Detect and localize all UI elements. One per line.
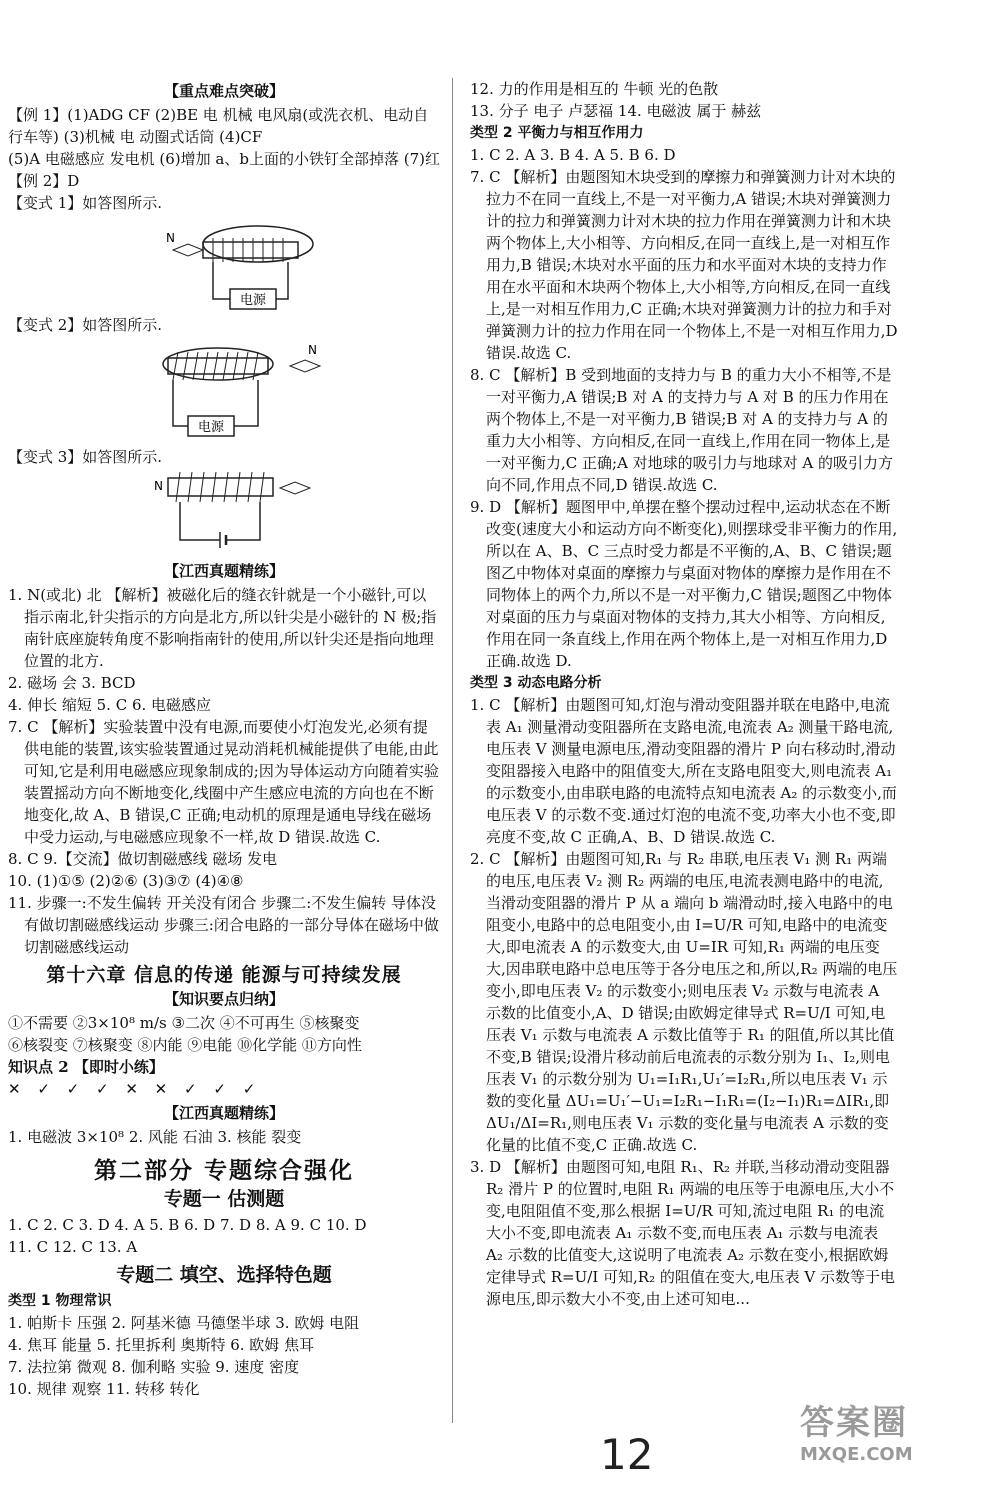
answer-7: 7. C 【解析】实验装置中没有电源,而要使小灯泡发光,必须有提供电能的装置,该实验装置通过晃动消耗机械能提供了电能,由此可知,它是利用电磁感应现象制成的;因为导体运动方向随着实验装置摇动方向不断地变化,线圈中产生感应电流的方向也在不断地变化,故 A、B 错误,C 正确;电动机的原理是通电导线在磁场中受力运动,与电磁感应现象不一样,故 D 错误.故选 C.: [8, 718, 439, 846]
answer-13: 13. 分子 电子 卢瑟福 14. 电磁波 属于 赫兹: [470, 102, 762, 120]
section-title: 【江西真题精练】: [163, 562, 284, 580]
example-2: 【例 2】D: [8, 172, 80, 190]
answer-12: 12. 力的作用是相互的 牛顿 光的色散: [470, 80, 719, 98]
power-source-label: 电源: [197, 420, 225, 435]
section-title: 【重点难点突破】: [163, 82, 284, 100]
answer-4: 4. 伸长 缩短 5. C 6. 电磁感应: [8, 696, 212, 714]
watermark-url: MXQE.COM: [800, 1444, 913, 1465]
knowledge-point-2: 知识点 2 【即时小练】: [8, 1058, 164, 1076]
type-3-answer-2: 2. C 【解析】由题图可知,R₁ 与 R₂ 串联,电压表 V₁ 测 R₁ 两端的电压,电压表 V₂ 测 R₂ 两端的电压,电流表测电路中的电流,当滑动变阻器的滑片 P 从 a 端向 b 端滑动时,接入电路中的电阻变小,电路中的总电阻变小,由 I=U/R 可知,电路中的电流变大,即电流表 A 的示数变大,由 U=IR 可知,R₁ 两端的电压变大,因串联电路中总电压等于各分电压之和,所以,R₂ 两端的电压变小,即电压表 V₂ 的示数变小;则电压表 V₂ 示数与电流表 A 示数的比值变小,A、D 错误;由欧姆定律导式 R=U/I 可知,电压表 V₁ 示数与电流表 A 示数比值等于 R₁ 的阻值,所以其比值不变,B 错误;设滑片移动前后电流表的示数分别为 I₁、I₂,则电压表 V₁ 的示数分别为 U₁=I₁R₁,U₁′=I₂R₁,所以电压表 V₁ 示数的变化量 ΔU₁=U₁′−U₁=I₂R₁−I₁R₁=(I₂−I₁)R₁=ΔIR₁,即 ΔU₁/ΔI=R₁,则电压表 V₁ 示数的变化量与电流表 A 示数的变化量的比值不变,C 正确.故选 C.: [470, 850, 898, 1154]
type-2-answer-7: 7. C 【解析】由题图知木块受到的摩擦力和弹簧测力计对木块的拉力不在同一直线上,不是一对平衡力,A 错误;木块对弹簧测力计的拉力和弹簧测力计对木块的拉力作用在弹簧测力计和木块两个物体上,大小相等、方向相反,在同一直线上,是一对相互作用力,B 错误;木块对水平面的压力和水平面对木块的支持力作用在水平面和木块两个物体上,大小相等,方向相反,在同一直线上,是一对相互作用力,C 正确;木块对弹簧测力计的拉力和手对弹簧测力计的拉力作用在同一个物体上,不是一对相互作用力,D 错误.故选 C.: [470, 168, 898, 362]
topic-1-answers-cont: 11. C 12. C 13. A: [8, 1238, 138, 1256]
solenoid-diagram-2: [8, 336, 440, 446]
figure-variant-1: [8, 214, 440, 314]
watermark-logo: [800, 1395, 980, 1475]
answer-8: 8. C 9.【交流】做切割磁感线 磁场 发电: [8, 850, 278, 868]
type-2-answer-9: 9. D 【解析】题图甲中,单摆在整个摆动过程中,运动状态在不断改变(速度大小和运动方向不断变化),则摆球受非平衡力的作用,所以在 A、B、C 三点时受力都是不平衡的,A、B、C 错误;题图乙中物体对桌面的摩擦力与桌面对物体的摩擦力是作用在不同物体上的两个力,所以不是一对平衡力,C 错误;题图乙中物体对桌面的压力与桌面对物体的支持力,其大小相等、方向相反,作用在同一条直线上,作用在两个物体上,是一对相互作用力,D 正确.故选 D.: [470, 498, 898, 670]
variant-2: 【变式 2】如答图所示.: [8, 316, 163, 334]
answer-11: 11. 步骤一:不发生偏转 开关没有闭合 步骤二:不发生偏转 导体没有做切割磁感线运动 步骤三:闭合电路的一部分导体在磁场中做切割磁感线运动: [8, 894, 439, 956]
figure-variant-2: [8, 336, 440, 446]
judgement-marks: ✕ ✓ ✓ ✓ ✕ ✕ ✓ ✓ ✓: [8, 1080, 262, 1098]
variant-1: 【变式 1】如答图所示.: [8, 194, 163, 212]
type-3-answer-1: 1. C 【解析】由题图可知,灯泡与滑动变阻器并联在电路中,电流表 A₁ 测量滑动变阻器所在支路电流,电流表 A₂ 测量干路电流,电压表 V 测量电源电压,滑动变阻器的滑片 P 向右移动时,滑动变阻器接入电路中的阻值变大,所在支路电阻变大,则电流表 A₁ 的示数变小,由串联电路的电流特点知电流表 A₂ 的示数变小,而电压表 V 的示数不变.通过灯泡的电流不变,功率大小也不变,即亮度不变,故 C 正确,A、B、D 错误.故选 C.: [470, 696, 897, 846]
example-1-cont: (5)A 电磁感应 发电机 (6)增加 a、b上面的小铁钉全部掉落 (7)红: [8, 150, 440, 168]
common-sense-7: 7. 法拉第 微观 8. 伽利略 实验 9. 速度 密度: [8, 1358, 300, 1376]
solenoid-diagram-3: [8, 468, 440, 558]
part-title: 第二部分 专题综合强化: [93, 1158, 354, 1184]
common-sense-10: 10. 规律 观察 11. 转移 转化: [8, 1380, 200, 1398]
answer-1: 1. N(或北) 北 【解析】被磁化后的缝衣针就是一个小磁针,可以指示南北,针尖指示的方向是北方,所以针尖是小磁针的 N 极;指南针底座旋转角度不影响指南针的使用,所以针尖还是指向地理位置的北方.: [8, 586, 437, 670]
left-column: [8, 78, 440, 1400]
column-divider: [452, 78, 453, 1423]
topic-1-answers: 1. C 2. C 3. D 4. A 5. B 6. D 7. D 8. A 9. C 10. D: [8, 1216, 367, 1234]
solenoid-diagram-1: [8, 214, 440, 314]
example-1: 【例 1】(1)ADG CF (2)BE 电 机械 电风扇(或洗衣机、电动自行车等) (3)机械 电 动圈式话筒 (4)CF: [8, 106, 429, 146]
jiangxi-answer-1: 1. 电磁波 3×10⁸ 2. 风能 石油 3. 核能 裂变: [8, 1128, 302, 1146]
power-source-label: 电源: [239, 293, 267, 308]
knowledge-line-2: ⑥核裂变 ⑦核聚变 ⑧内能 ⑨电能 ⑩化学能 ⑪方向性: [8, 1036, 362, 1054]
page-number: 12: [600, 1430, 654, 1479]
type-2-answers: 1. C 2. A 3. B 4. A 5. B 6. D: [470, 146, 676, 164]
section-title: 【知识要点归纳】: [163, 990, 284, 1008]
type-1-title: 类型 1 物理常识: [8, 1293, 112, 1309]
answer-2: 2. 磁场 会 3. BCD: [8, 674, 136, 692]
type-2-answer-8: 8. C 【解析】B 受到地面的支持力与 B 的重力大小不相等,不是一对平衡力,A 错误;B 对 A 的支持力与 A 对 B 的压力作用在两个物体上,不是一对平衡力,B 错误;B 对 A 的支持力与 A 的重力大小相等、方向相反,在同一直线上,作用在同一物体上,是一对平衡力,C 正确;A 对地球的吸引力与地球对 A 的吸引力方向不同,作用点不同,D 错误.故选 C.: [470, 366, 894, 494]
figure-variant-3: [8, 468, 440, 558]
knowledge-line-1: ①不需要 ②3×10⁸ m/s ③二次 ④不可再生 ⑤核聚变: [8, 1014, 360, 1032]
topic-2-title: 专题二 填空、选择特色题: [116, 1264, 332, 1286]
chapter-title: 第十六章 信息的传递 能源与可持续发展: [46, 964, 402, 986]
type-2-title: 类型 2 平衡力与相互作用力: [470, 125, 644, 141]
north-label: N: [308, 343, 317, 357]
north-label: N: [166, 231, 175, 245]
topic-1-title: 专题一 估测题: [163, 1188, 285, 1210]
right-column: [470, 78, 898, 1310]
section-title: 【江西真题精练】: [163, 1104, 284, 1122]
common-sense-1: 1. 帕斯卡 压强 2. 阿基米德 马德堡半球 3. 欧姆 电阻: [8, 1314, 360, 1332]
watermark-text: 答案圈: [800, 1403, 908, 1443]
variant-3: 【变式 3】如答图所示.: [8, 448, 163, 466]
type-3-title: 类型 3 动态电路分析: [470, 675, 602, 691]
answer-10: 10. (1)①⑤ (2)②⑥ (3)③⑦ (4)④⑧: [8, 872, 244, 890]
type-3-answer-3: 3. D 【解析】由题图可知,电阻 R₁、R₂ 并联,当移动滑动变阻器 R₂ 滑片 P 的位置时,电阻 R₁ 两端的电压等于电源电压,大小不变,电阻阻值不变,那么根据 I=U/R 可知,流过电阻 R₁ 的电流大小不变,即电流表 A₁ 示数不变,而电压表 A₁ 示数与电流表 A₂ 示数的比值变大,这说明了电流表 A₂ 示数在变小,根据欧姆定律导式 R=U/I 可知,R₂ 的阻值在变大,电压表 V 示数等于电源电压,即示数大小不变,由上述可知电...: [470, 1158, 896, 1308]
north-label: N: [154, 479, 163, 493]
common-sense-4: 4. 焦耳 能量 5. 托里拆利 奥斯特 6. 欧姆 焦耳: [8, 1336, 315, 1354]
